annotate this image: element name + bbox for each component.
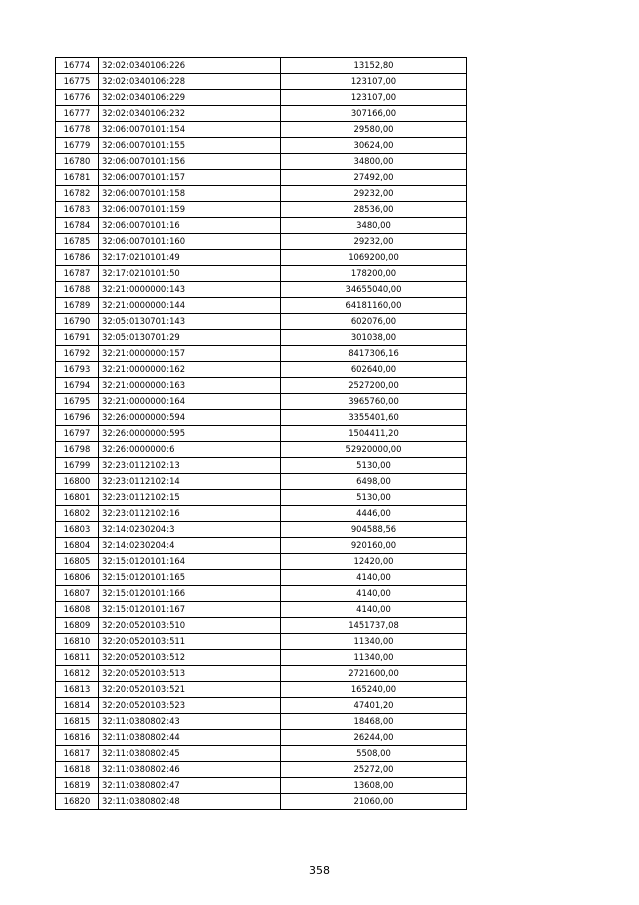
table-row [56,426,467,442]
cadastral-number-cell: 32:21:0000000:163 [99,378,281,394]
row-number-cell: 16819 [56,778,99,794]
row-number-cell: 16793 [56,362,99,378]
cadastral-number-cell: 32:20:0520103:512 [99,650,281,666]
table-row [56,362,467,378]
cadastral-number-cell: 32:15:0120101:167 [99,602,281,618]
table-row [56,538,467,554]
table-row [56,522,467,538]
cadastral-number-cell: 32:23:0112102:14 [99,474,281,490]
cadastral-number-cell: 32:21:0000000:162 [99,362,281,378]
cadastral-number-cell: 32:02:0340106:229 [99,90,281,106]
value-cell: 29232,00 [281,186,467,202]
row-number-cell: 16803 [56,522,99,538]
value-cell: 30624,00 [281,138,467,154]
table-row [56,634,467,650]
row-number-cell: 16787 [56,266,99,282]
row-number-cell: 16790 [56,314,99,330]
value-cell: 165240,00 [281,682,467,698]
value-cell: 602076,00 [281,314,467,330]
row-number-cell: 16792 [56,346,99,362]
value-cell: 25272,00 [281,762,467,778]
row-number-cell: 16807 [56,586,99,602]
row-number-cell: 16799 [56,458,99,474]
value-cell: 8417306,16 [281,346,467,362]
value-cell: 26244,00 [281,730,467,746]
cadastral-number-cell: 32:11:0380802:43 [99,714,281,730]
table-row [56,58,467,74]
table-row [56,346,467,362]
cadastral-number-cell: 32:15:0120101:164 [99,554,281,570]
cadastral-number-cell: 32:21:0000000:157 [99,346,281,362]
table-row [56,682,467,698]
cadastral-number-cell: 32:21:0000000:144 [99,298,281,314]
table-row [56,650,467,666]
cadastral-number-cell: 32:17:0210101:50 [99,266,281,282]
row-number-cell: 16797 [56,426,99,442]
table-row [56,378,467,394]
table-row [56,442,467,458]
value-cell: 602640,00 [281,362,467,378]
cadastral-number-cell: 32:17:0210101:49 [99,250,281,266]
value-cell: 5130,00 [281,458,467,474]
value-cell: 29580,00 [281,122,467,138]
table-row [56,474,467,490]
table-row [56,170,467,186]
row-number-cell: 16796 [56,410,99,426]
table-row [56,154,467,170]
table-row [56,778,467,794]
row-number-cell: 16801 [56,490,99,506]
table-row [56,330,467,346]
cadastral-number-cell: 32:20:0520103:511 [99,634,281,650]
table-row [56,730,467,746]
row-number-cell: 16818 [56,762,99,778]
value-cell: 13152,80 [281,58,467,74]
row-number-cell: 16815 [56,714,99,730]
cadastral-number-cell: 32:20:0520103:510 [99,618,281,634]
cadastral-number-cell: 32:23:0112102:16 [99,506,281,522]
cadastral-number-cell: 32:11:0380802:48 [99,794,281,810]
page-number: 358 [309,864,330,877]
row-number-cell: 16820 [56,794,99,810]
value-cell: 52920000,00 [281,442,467,458]
value-cell: 1451737,08 [281,618,467,634]
cadastral-number-cell: 32:06:0070101:159 [99,202,281,218]
row-number-cell: 16776 [56,90,99,106]
value-cell: 11340,00 [281,634,467,650]
row-number-cell: 16795 [56,394,99,410]
value-cell: 4140,00 [281,602,467,618]
cadastral-number-cell: 32:06:0070101:16 [99,218,281,234]
table-row [56,602,467,618]
cadastral-number-cell: 32:11:0380802:46 [99,762,281,778]
cadastral-number-cell: 32:06:0070101:160 [99,234,281,250]
table-row [56,410,467,426]
value-cell: 34655040,00 [281,282,467,298]
table-row [56,218,467,234]
value-cell: 5508,00 [281,746,467,762]
value-cell: 2527200,00 [281,378,467,394]
cadastral-number-cell: 32:20:0520103:521 [99,682,281,698]
table-row [56,666,467,682]
table-row [56,458,467,474]
value-cell: 4140,00 [281,586,467,602]
value-cell: 1069200,00 [281,250,467,266]
row-number-cell: 16811 [56,650,99,666]
value-cell: 301038,00 [281,330,467,346]
table-row [56,138,467,154]
row-number-cell: 16777 [56,106,99,122]
row-number-cell: 16806 [56,570,99,586]
row-number-cell: 16817 [56,746,99,762]
cadastral-number-cell: 32:11:0380802:44 [99,730,281,746]
cadastral-number-cell: 32:26:0000000:594 [99,410,281,426]
value-cell: 178200,00 [281,266,467,282]
cadastral-number-cell: 32:20:0520103:513 [99,666,281,682]
value-cell: 4446,00 [281,506,467,522]
value-cell: 18468,00 [281,714,467,730]
table-row [56,794,467,810]
row-number-cell: 16784 [56,218,99,234]
table-row [56,122,467,138]
value-cell: 3355401,60 [281,410,467,426]
registry-table-body [56,58,467,810]
row-number-cell: 16802 [56,506,99,522]
table-row [56,618,467,634]
row-number-cell: 16781 [56,170,99,186]
row-number-cell: 16812 [56,666,99,682]
table-row [56,698,467,714]
table-row [56,714,467,730]
row-number-cell: 16791 [56,330,99,346]
row-number-cell: 16782 [56,186,99,202]
row-number-cell: 16810 [56,634,99,650]
value-cell: 47401,20 [281,698,467,714]
row-number-cell: 16783 [56,202,99,218]
row-number-cell: 16804 [56,538,99,554]
value-cell: 920160,00 [281,538,467,554]
table-row [56,234,467,250]
row-number-cell: 16816 [56,730,99,746]
table-row [56,298,467,314]
cadastral-number-cell: 32:14:0230204:4 [99,538,281,554]
cadastral-number-cell: 32:23:0112102:13 [99,458,281,474]
registry-table [55,57,467,810]
value-cell: 904588,56 [281,522,467,538]
table-row [56,250,467,266]
row-number-cell: 16800 [56,474,99,490]
row-number-cell: 16775 [56,74,99,90]
value-cell: 29232,00 [281,234,467,250]
table-row [56,266,467,282]
table-row [56,202,467,218]
row-number-cell: 16808 [56,602,99,618]
cadastral-number-cell: 32:06:0070101:154 [99,122,281,138]
value-cell: 34800,00 [281,154,467,170]
row-number-cell: 16788 [56,282,99,298]
cadastral-number-cell: 32:02:0340106:228 [99,74,281,90]
row-number-cell: 16794 [56,378,99,394]
cadastral-number-cell: 32:05:0130701:143 [99,314,281,330]
row-number-cell: 16798 [56,442,99,458]
table-row [56,106,467,122]
cadastral-number-cell: 32:23:0112102:15 [99,490,281,506]
table-row [56,394,467,410]
table-row [56,586,467,602]
value-cell: 2721600,00 [281,666,467,682]
row-number-cell: 16779 [56,138,99,154]
value-cell: 21060,00 [281,794,467,810]
table-row [56,186,467,202]
value-cell: 64181160,00 [281,298,467,314]
cadastral-number-cell: 32:02:0340106:226 [99,58,281,74]
table-row [56,282,467,298]
cadastral-number-cell: 32:14:0230204:3 [99,522,281,538]
value-cell: 307166,00 [281,106,467,122]
row-number-cell: 16778 [56,122,99,138]
table-row [56,74,467,90]
table-row [56,762,467,778]
cadastral-number-cell: 32:06:0070101:155 [99,138,281,154]
row-number-cell: 16786 [56,250,99,266]
cadastral-number-cell: 32:06:0070101:156 [99,154,281,170]
cadastral-number-cell: 32:06:0070101:158 [99,186,281,202]
value-cell: 3480,00 [281,218,467,234]
value-cell: 5130,00 [281,490,467,506]
cadastral-number-cell: 32:11:0380802:45 [99,746,281,762]
value-cell: 123107,00 [281,90,467,106]
value-cell: 12420,00 [281,554,467,570]
value-cell: 27492,00 [281,170,467,186]
value-cell: 13608,00 [281,778,467,794]
table-row [56,90,467,106]
value-cell: 28536,00 [281,202,467,218]
row-number-cell: 16805 [56,554,99,570]
row-number-cell: 16813 [56,682,99,698]
value-cell: 6498,00 [281,474,467,490]
row-number-cell: 16809 [56,618,99,634]
row-number-cell: 16780 [56,154,99,170]
table-row [56,554,467,570]
cadastral-number-cell: 32:15:0120101:166 [99,586,281,602]
cadastral-number-cell: 32:21:0000000:143 [99,282,281,298]
row-number-cell: 16814 [56,698,99,714]
cadastral-number-cell: 32:26:0000000:595 [99,426,281,442]
cadastral-number-cell: 32:20:0520103:523 [99,698,281,714]
cadastral-number-cell: 32:21:0000000:164 [99,394,281,410]
table-row [56,746,467,762]
value-cell: 11340,00 [281,650,467,666]
cadastral-number-cell: 32:06:0070101:157 [99,170,281,186]
row-number-cell: 16774 [56,58,99,74]
value-cell: 4140,00 [281,570,467,586]
row-number-cell: 16789 [56,298,99,314]
table-row [56,314,467,330]
cadastral-number-cell: 32:15:0120101:165 [99,570,281,586]
value-cell: 3965760,00 [281,394,467,410]
table-row [56,490,467,506]
value-cell: 1504411,20 [281,426,467,442]
value-cell: 123107,00 [281,74,467,90]
cadastral-number-cell: 32:05:0130701:29 [99,330,281,346]
cadastral-number-cell: 32:26:0000000:6 [99,442,281,458]
table-row [56,570,467,586]
cadastral-number-cell: 32:02:0340106:232 [99,106,281,122]
row-number-cell: 16785 [56,234,99,250]
table-row [56,506,467,522]
cadastral-number-cell: 32:11:0380802:47 [99,778,281,794]
